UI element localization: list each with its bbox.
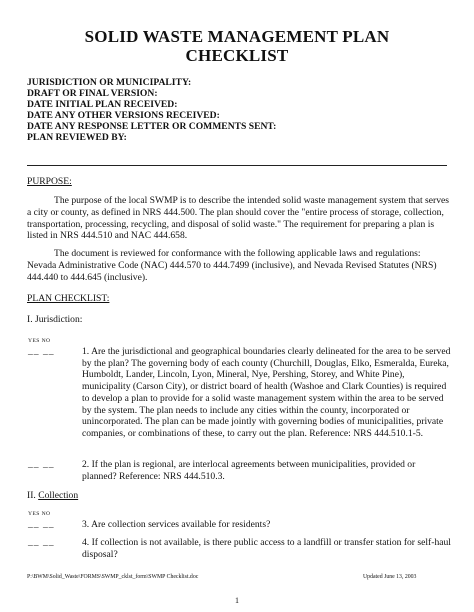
purpose-paragraph-2	[27, 248, 452, 283]
reviewer-signature-line	[27, 165, 447, 166]
item-3-checkboxes[interactable]: __ __	[28, 519, 55, 530]
footer-updated-date: Updated June 13, 2003	[363, 574, 417, 580]
checklist-item-4: 4. If collection is not available, is there public access to a landfill or transfer station for self-haul disposal?	[82, 537, 451, 560]
field-reviewed-by: PLAN REVIEWED BY:	[27, 132, 127, 143]
purpose-heading: PURPOSE:	[27, 176, 72, 187]
checklist-item-2: 2. If the plan is regional, are interlocal agreements between municipalities, provided or planned? Reference: NRS 444.510.3.	[82, 459, 416, 482]
checklist-item-1: 1. Are the jurisdictional and geographical boundaries clearly delineated for the area to be served by the plan? The governing body of each county (Churchill, Douglas, Elko, Esmeralda, Eureka, Humboldt, Lander, Lincoln, Lyon, Mineral, Nye, Pershing, Storey, and White Pine), municipality (Carson City), or district board of health (Washoe and Clark Counties) is required to develop a plan to provide for a solid waste management system within the area to be served by the system. The plan needs to include any cities within the county, incorporated or unincorporated. The plan can be made jointly with governing bodies of municipalities, private companies, or combinations of these, to carry out the plan. Reference: NRS 444.510.1-5.	[82, 346, 451, 439]
yes-no-header-2: YES NO	[28, 511, 51, 517]
plan-checklist-heading: PLAN CHECKLIST:	[27, 293, 110, 304]
field-version: DRAFT OR FINAL VERSION:	[27, 88, 158, 99]
document-title-line2: CHECKLIST	[185, 46, 289, 65]
section-1-heading: I. Jurisdiction:	[27, 314, 83, 325]
yes-no-header-1: YES NO	[28, 338, 51, 344]
checklist-item-3: 3. Are collection services available for residents?	[82, 519, 271, 530]
purpose-text-1: The purpose of the local SWMP is to describe the intended solid waste management system that serves a city or county, as defined in NRS 444.500. The plan should cover the "entire process of storage, collection, transportation, processing, recycling, and disposal of solid waste." The requirement for preparing a plan is listed in NRS 444.510 and NAC 444.658.	[27, 195, 450, 242]
item-2-checkboxes[interactable]: __ __	[28, 459, 55, 470]
field-initial-date: DATE INITIAL PLAN RECEIVED:	[27, 99, 178, 110]
purpose-text-2: The document is reviewed for conformance with the following applicable laws and regulations: Nevada Administrative Code (NAC) 444.570 to 444.7499 (inclusive), and Nevada Revised Statutes (NRS) 444.440 to 444.645 (inclusive).	[27, 248, 437, 283]
purpose-paragraph-1	[27, 195, 452, 242]
field-other-versions: DATE ANY OTHER VERSIONS RECEIVED:	[27, 110, 220, 121]
item-4-checkboxes[interactable]: __ __	[28, 537, 55, 548]
item-1-checkboxes[interactable]: __ __	[28, 346, 55, 357]
field-response-date: DATE ANY RESPONSE LETTER OR COMMENTS SENT:	[27, 121, 277, 132]
page-number: 1	[235, 596, 239, 605]
section-2-label: Collection	[38, 490, 79, 501]
document-title-line1: SOLID WASTE MANAGEMENT PLAN	[84, 27, 390, 46]
footer-file-path: P:\BWM\Solid_Waste\FORMS\SWMP_cklst_form\SWMP Checklist.doc	[27, 574, 199, 580]
field-jurisdiction: JURISDICTION OR MUNICIPALITY:	[27, 77, 192, 88]
section-2-numeral: II.	[27, 490, 39, 501]
section-2-heading	[27, 490, 78, 502]
